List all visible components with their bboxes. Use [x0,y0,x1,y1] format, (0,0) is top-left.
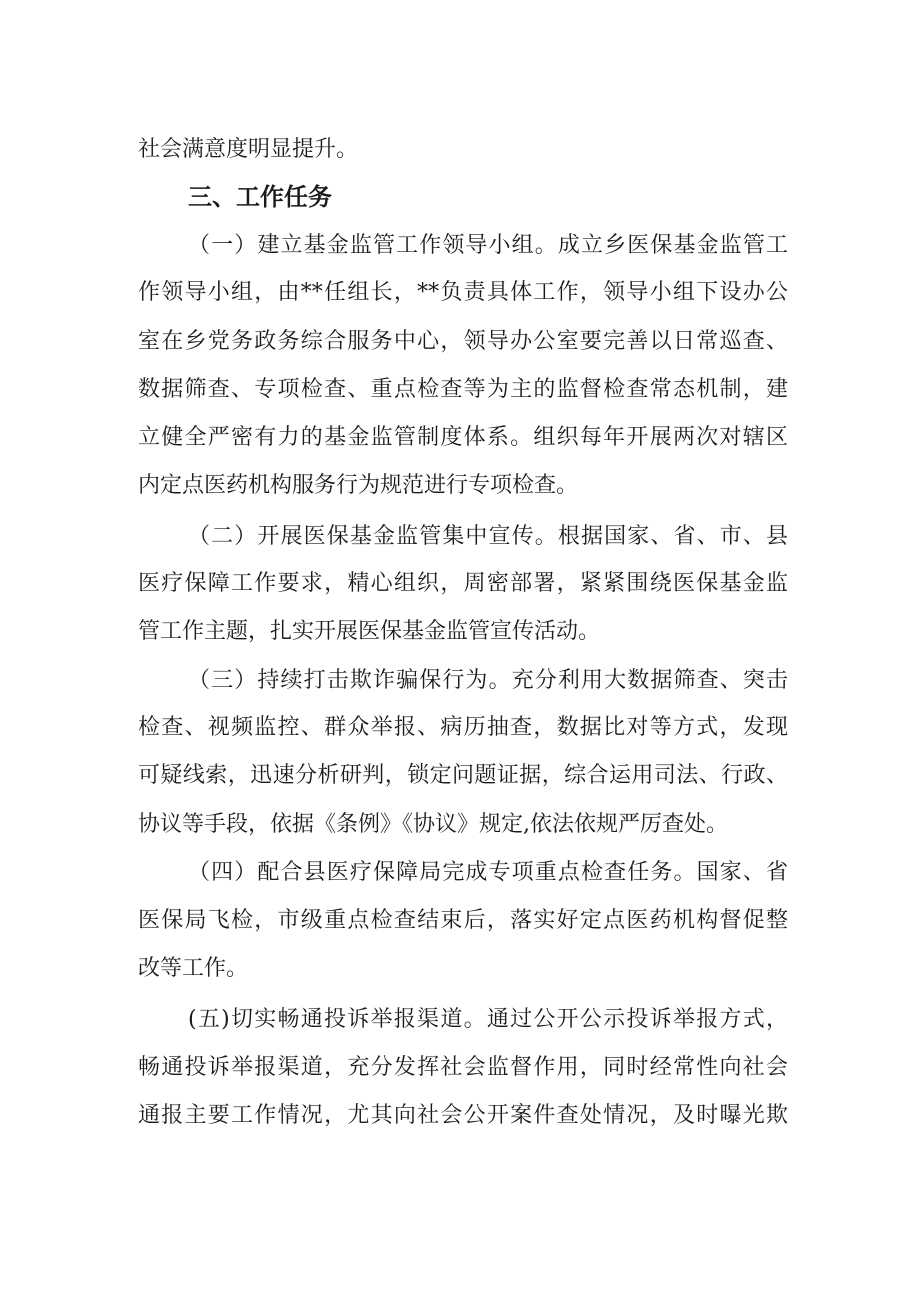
section-heading: 三、工作任务 [188,183,332,211]
text-line: （一）建立基金监管工作领导小组。成立乡医保基金监管工 [188,233,788,258]
text-line: 管工作主题，扎实开展医保基金监管宣传活动。 [138,619,601,644]
text-line: （四）配合县医疗保障局完成专项重点检查任务。国家、省 [188,860,788,885]
text-line: 内定点医药机构服务行为规范进行专项检查。 [138,473,579,498]
text-line: （二）开展医保基金监管集中宣传。根据国家、省、市、县 [188,524,788,549]
text-line: 畅通投诉举报渠道，充分发挥社会监督作用，同时经常性向社会 [138,1055,788,1080]
text-line: 立健全严密有力的基金监管制度体系。组织每年开展两次对辖区 [138,425,788,450]
text-line: 通报主要工作情况，尤其向社会公开案件查处情况，及时曝光欺 [138,1103,788,1128]
text-line: 检查、视频监控、群众举报、病历抽查，数据比对等方式，发现 [138,715,788,740]
text-line: 改等工作。 [138,956,249,981]
text-line: 医保局飞检，市级重点检查结束后，落实好定点医药机构督促整 [138,908,788,933]
text-line: 作领导小组，由**任组长，**负责具体工作，领导小组下设办公 [138,280,788,305]
text-line: 可疑线索，迅速分析研判，锁定问题证据，综合运用司法、行政、 [138,763,788,788]
text-line: 室在乡党务政务综合服务中心，领导办公室要完善以日常巡查、 [138,329,788,354]
text-line: 社会满意度明显提升。 [138,137,359,162]
text-line: 医疗保障工作要求，精心组织，周密部署，紧紧围绕医保基金监 [138,571,788,596]
text-line: 数据筛查、专项检查、重点检查等为主的监督检查常态机制，建 [138,377,788,402]
text-line: （三）持续打击欺诈骗保行为。充分利用大数据筛查、突击 [188,668,788,693]
text-line: 协议等手段，依据《条例》《协议》规定,依法依规严厉查处。 [138,812,728,837]
text-line: (五)切实畅通投诉举报渠道。通过公开公示投诉举报方式， [188,1007,788,1032]
